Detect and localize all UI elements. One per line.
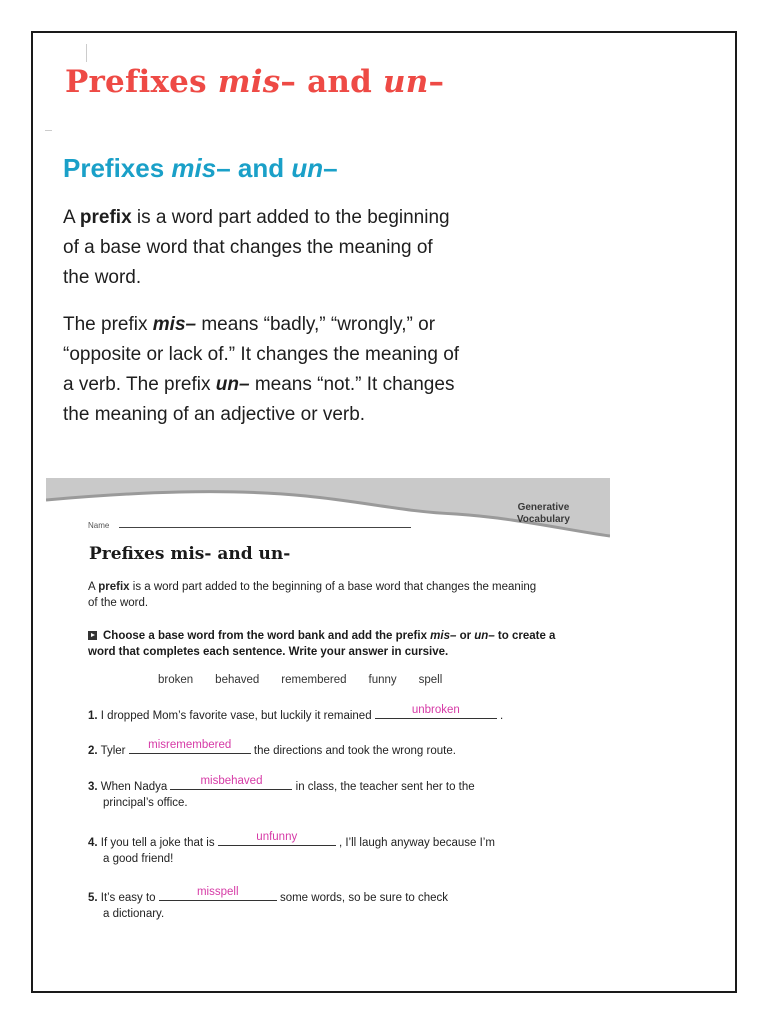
intro-definition: A prefix is a word part added to the beginning of a base word that changes the meaning of the word. <box>63 207 450 288</box>
answer-text: unfunny <box>256 831 298 843</box>
answer-text: unbroken <box>411 704 460 716</box>
answer-blank[interactable] <box>129 740 251 754</box>
answer-blank[interactable] <box>218 832 336 846</box>
answer-text: misbehaved <box>200 775 263 787</box>
intro-prefix-meanings: The prefix mis– means “badly,” “wrongly,” or “opposite or lack of.” It changes the meaning of a verb. The prefix un– means “not.” It changes the meaning of an adjective or verb. <box>63 314 460 425</box>
crop-mark <box>45 130 52 131</box>
question-5: 5. It’s easy to misspell some words, so be sure to check a dictionary. <box>88 886 449 920</box>
word-bank-item: remembered <box>281 674 347 686</box>
worksheet-definition: A prefix is a word part added to the beginning of a base word that changes the meaning of the word. <box>88 581 537 609</box>
word-bank-item: funny <box>368 674 397 686</box>
question-1: 1. I dropped Mom’s favorite vase, but luckily it remained unbroken . <box>88 704 504 722</box>
arrow-box-icon <box>88 631 97 640</box>
name-line <box>119 527 411 528</box>
crop-mark <box>86 44 87 62</box>
generative-vocabulary-label: Generative Vocabulary <box>516 502 570 525</box>
answer-blank[interactable] <box>159 887 277 901</box>
worksheet-instructions: Choose a base word from the word bank and add the prefix mis– or un– to create a word that completes each sentence. Write your answer in cursive. <box>88 630 556 658</box>
answer-text: misspell <box>196 886 239 898</box>
question-3: 3. When Nadya misbehaved in class, the teacher sent her to the principal’s office. <box>88 775 475 809</box>
page-title: Prefixes mis– and un– <box>65 64 445 100</box>
answer-blank[interactable] <box>170 776 292 790</box>
word-bank-item: spell <box>418 674 443 686</box>
question-4: 4. If you tell a joke that is unfunny , I’ll laugh anyway because I’m a good friend! <box>88 831 495 865</box>
question-2: 2. Tyler misremembered the directions and took the wrong route. <box>88 739 456 757</box>
name-label: Name <box>88 521 110 530</box>
word-bank <box>158 674 442 686</box>
answer-blank[interactable] <box>375 705 497 719</box>
word-bank-item: broken <box>158 674 194 686</box>
intro-title: Prefixes mis– and un– <box>63 153 338 183</box>
answer-text: misremembered <box>148 739 232 751</box>
worksheet <box>46 478 610 938</box>
word-bank-item: behaved <box>215 674 260 686</box>
worksheet-title: Prefixes mis- and un- <box>89 544 291 564</box>
